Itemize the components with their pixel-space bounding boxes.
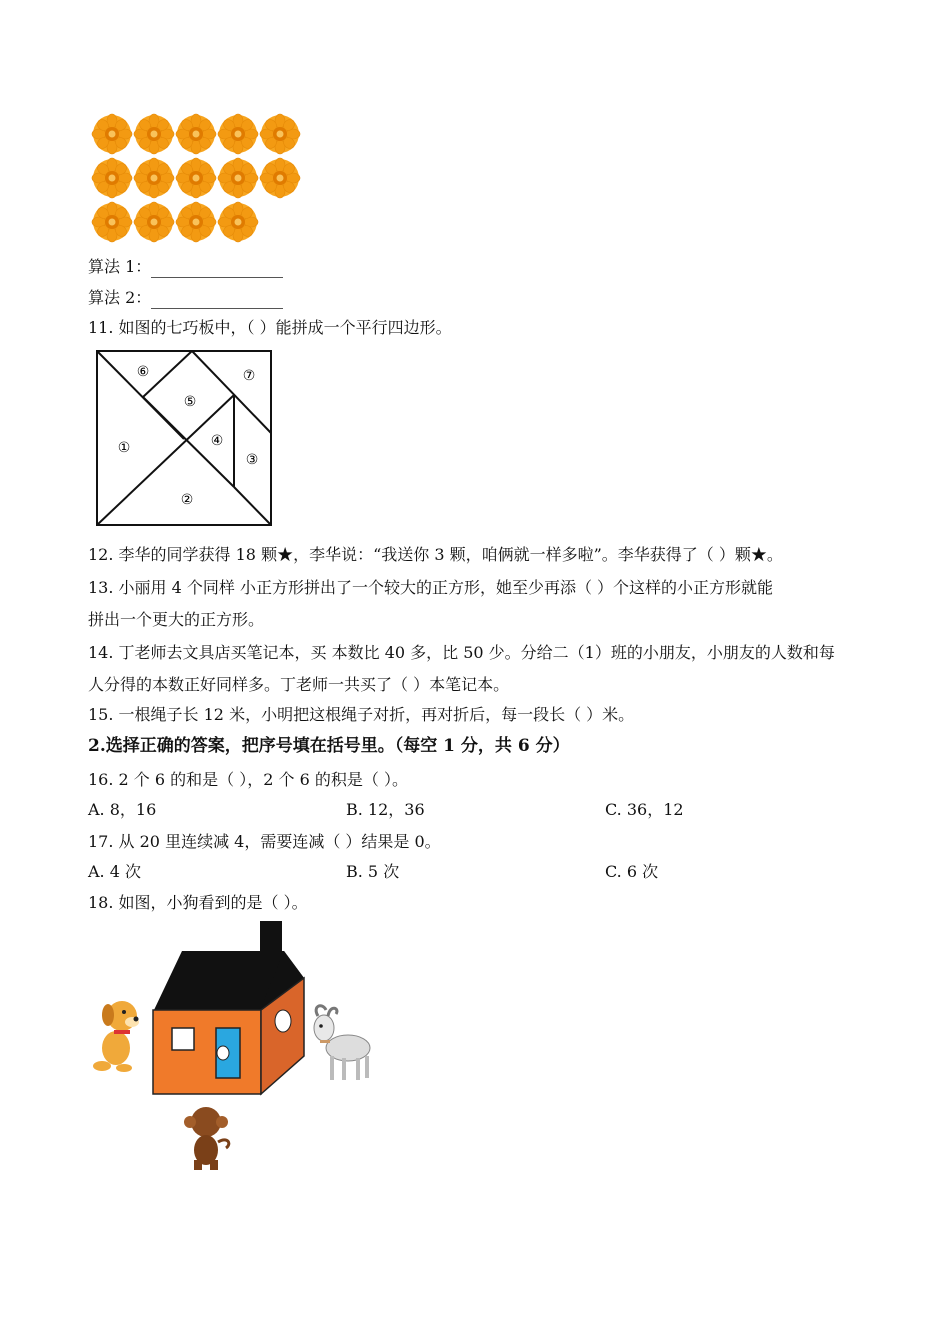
q17-option-a[interactable]: A. 4 次 bbox=[88, 862, 141, 881]
tangram-diagram bbox=[93, 349, 275, 529]
algorithm-2-line bbox=[88, 287, 283, 309]
piece-3-label: ③ bbox=[245, 452, 259, 468]
question-13-line-2: 拼出一个更大的正方形。 bbox=[88, 610, 265, 629]
q16-option-b[interactable]: B. 12，36 bbox=[346, 800, 425, 819]
q16-option-a[interactable]: A. 8，16 bbox=[88, 800, 157, 819]
flower-group bbox=[88, 112, 308, 248]
house-illustration bbox=[86, 918, 386, 1174]
algorithm-1-line bbox=[88, 256, 283, 278]
question-15: 15. 一根绳子长 12 米，小明把这根绳子对折，再对折后，每一段长（ ）米。 bbox=[88, 705, 635, 724]
chimney bbox=[260, 921, 282, 955]
goat-icon bbox=[314, 1006, 370, 1080]
q17-option-c[interactable]: C. 6 次 bbox=[605, 862, 659, 881]
dog-icon bbox=[93, 1001, 139, 1072]
piece-1-label: ① bbox=[117, 440, 131, 456]
algorithm-1-blank[interactable] bbox=[151, 261, 283, 278]
piece-6-label: ⑥ bbox=[136, 364, 150, 380]
house-scene bbox=[86, 918, 386, 1178]
q17-option-b[interactable]: B. 5 次 bbox=[346, 862, 400, 881]
piece-2-label: ② bbox=[180, 492, 194, 508]
question-14-line-1: 14. 丁老师去文具店买笔记本，买 本数比 40 多，比 50 少。分给二（1）班的小朋友，小朋友的人数和每 bbox=[88, 643, 835, 662]
tangram-figure bbox=[93, 349, 275, 533]
q16-option-c[interactable]: C. 36，12 bbox=[605, 800, 684, 819]
house-front-wall bbox=[153, 1010, 261, 1094]
algorithm-2-blank[interactable] bbox=[151, 292, 283, 309]
question-13-line-1: 13. 小丽用 4 个同样 小正方形拼出了一个较大的正方形，她至少再添（ ）个这样的小正方形就能 bbox=[88, 578, 774, 597]
question-11: 11. 如图的七巧板中，（ ）能拼成一个平行四边形。 bbox=[88, 318, 452, 337]
door-oval-window bbox=[217, 1046, 229, 1060]
question-18: 18. 如图，小狗看到的是（ ）。 bbox=[88, 893, 308, 912]
flower-illustration bbox=[88, 112, 308, 244]
section-2-title: 2.选择正确的答案，把序号填在括号里。（每空 1 分，共 6 分） bbox=[88, 736, 570, 756]
algorithm-2-label: 算法 2： bbox=[88, 288, 152, 307]
piece-7-label: ⑦ bbox=[242, 368, 256, 384]
monkey-icon bbox=[184, 1107, 229, 1170]
side-oval-window bbox=[275, 1010, 291, 1032]
question-12: 12. 李华的同学获得 18 颗★，李华说：“我送你 3 颗，咱俩就一样多啦”。李华获得了（ ）颗★。 bbox=[88, 545, 783, 564]
question-17: 17. 从 20 里连续减 4，需要连减（ ）结果是 0。 bbox=[88, 832, 441, 851]
piece-4-label: ④ bbox=[210, 433, 224, 449]
piece-5-label: ⑤ bbox=[183, 394, 197, 410]
question-16: 16. 2 个 6 的和是（ ），2 个 6 的积是（ ）。 bbox=[88, 770, 408, 789]
question-14-line-2: 人分得的本数正好同样多。丁老师一共买了（ ）本笔记本。 bbox=[88, 675, 510, 694]
square-window bbox=[172, 1028, 194, 1050]
algorithm-1-label: 算法 1： bbox=[88, 257, 152, 276]
